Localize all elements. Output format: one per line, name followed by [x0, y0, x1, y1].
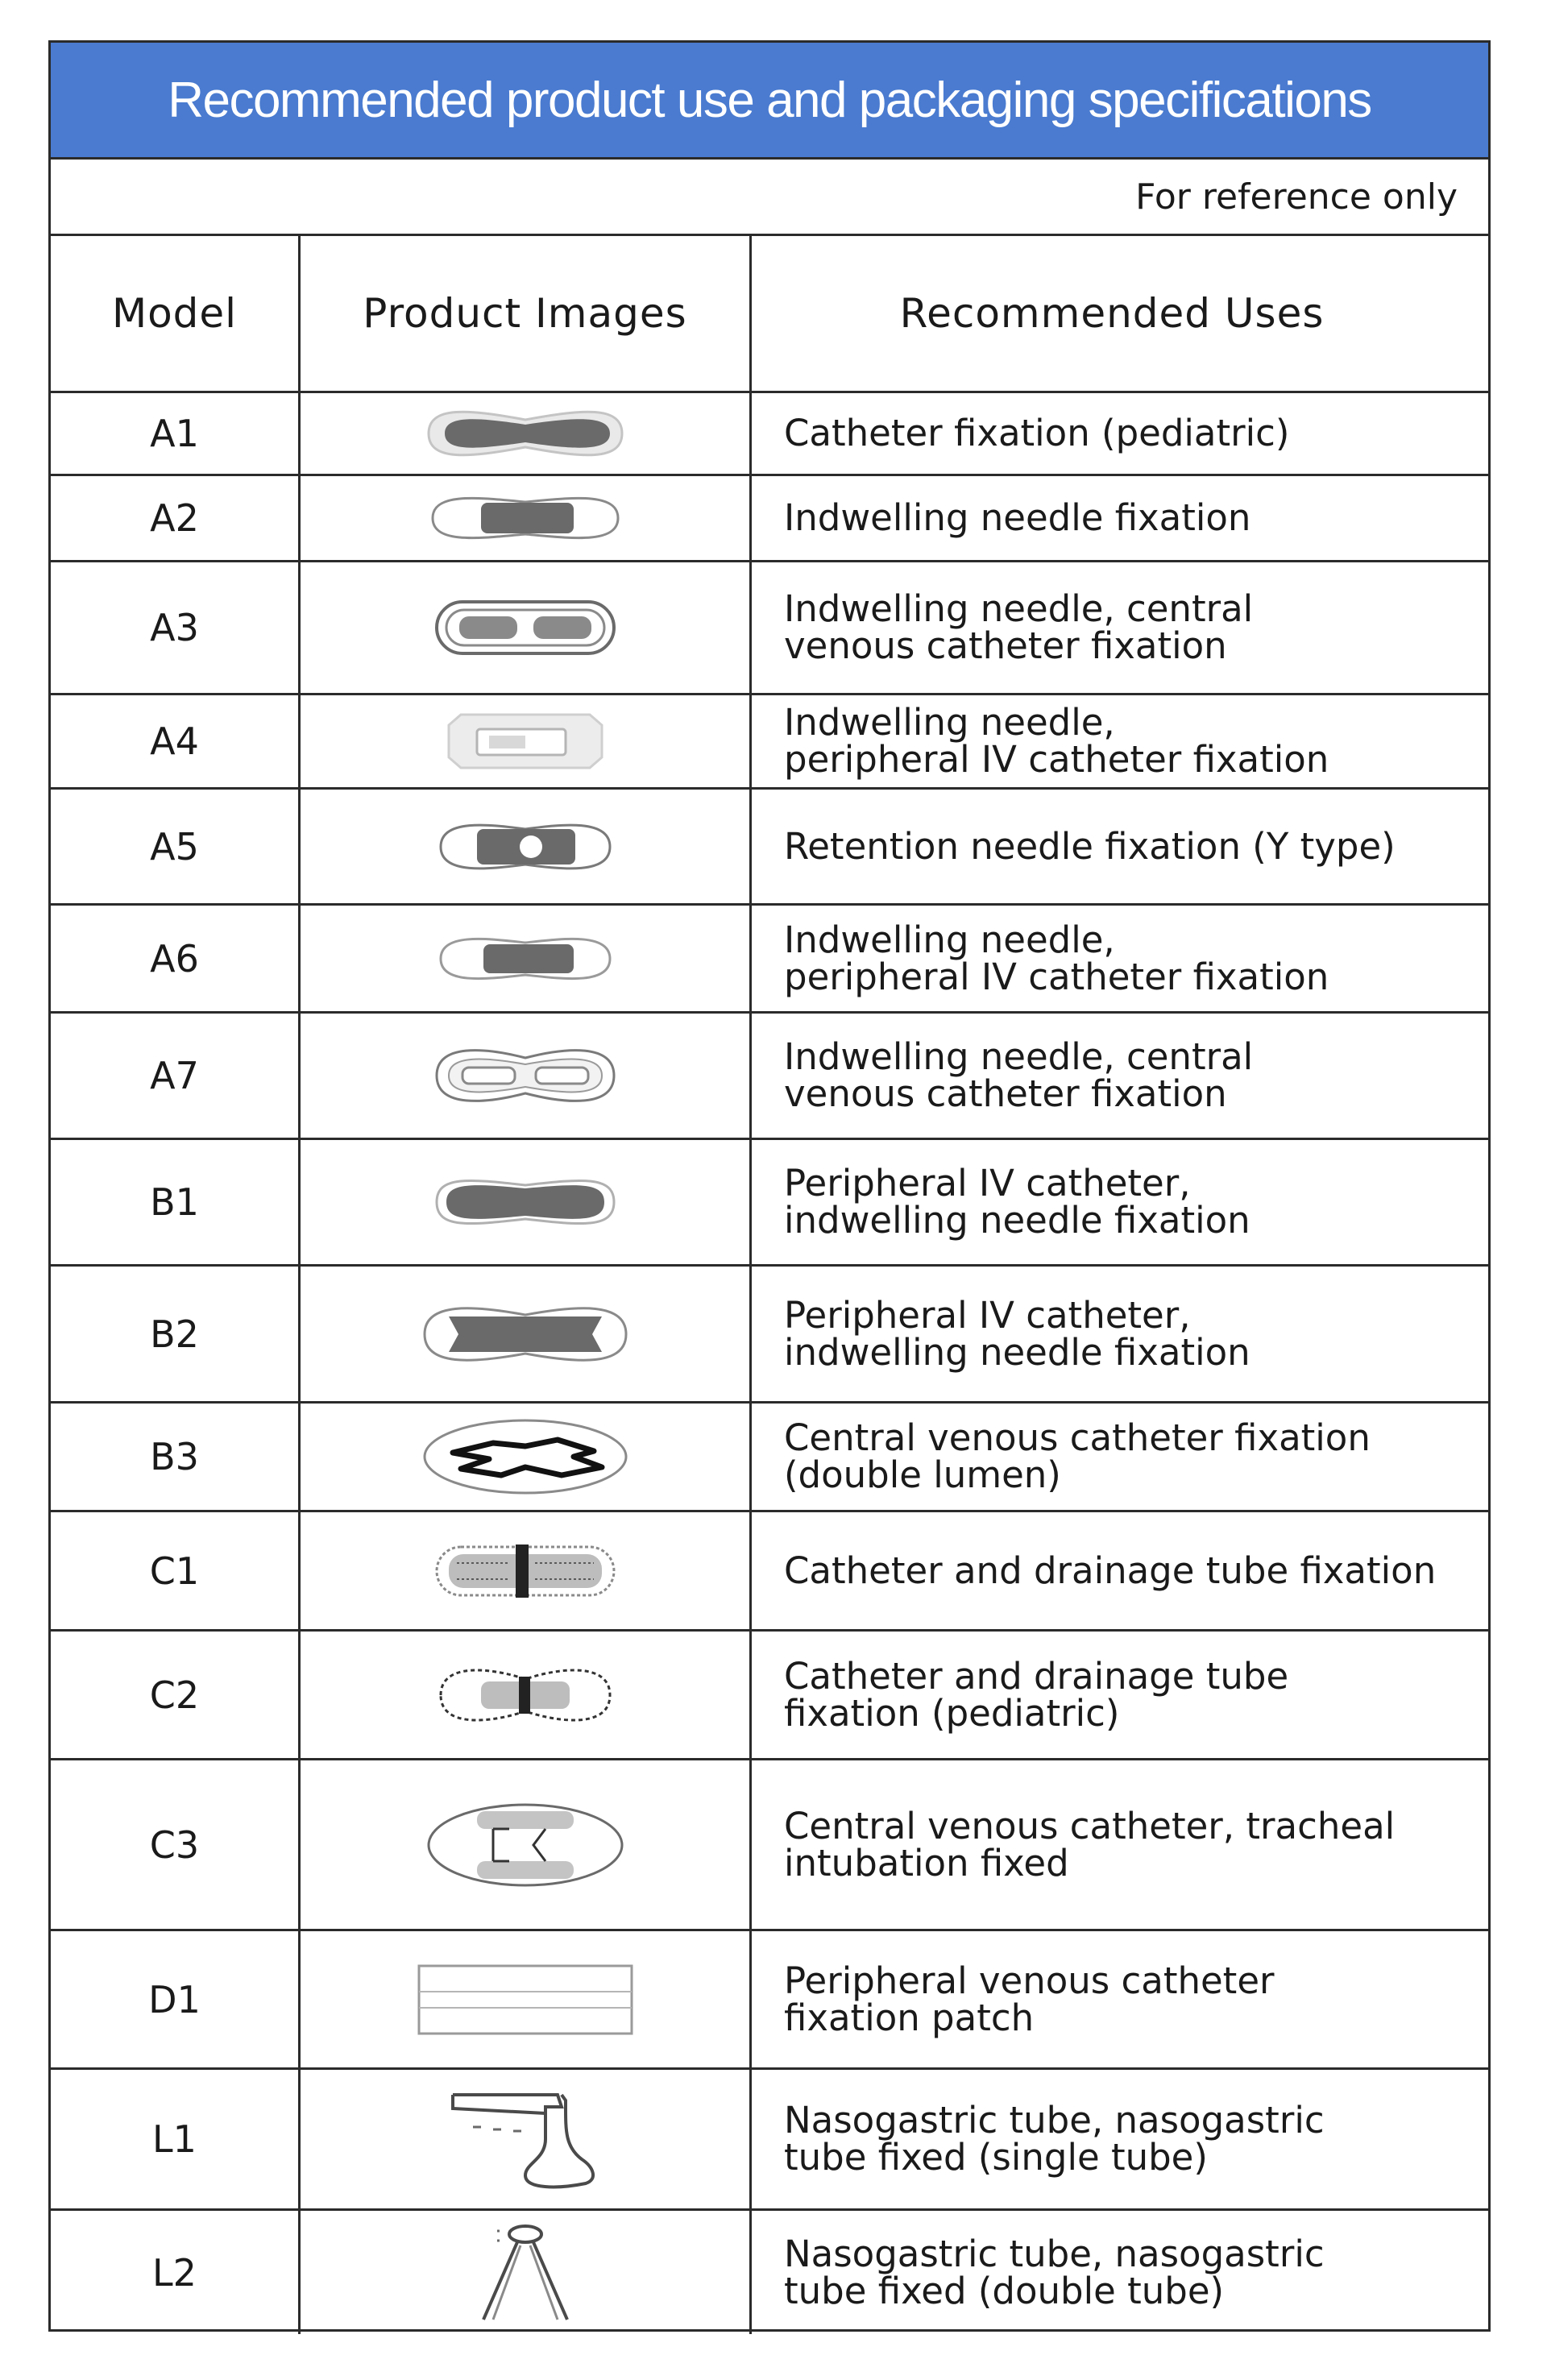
image-cell: [301, 562, 752, 693]
a4-dressing-icon: [433, 705, 618, 777]
image-cell: [301, 695, 752, 787]
table-row: [51, 1140, 1488, 1267]
table-row: [51, 476, 1488, 562]
reference-note: For reference only: [1135, 176, 1458, 218]
use-cell: Indwelling needle, central venous catheter fixation: [784, 587, 1254, 667]
model-cell: A2: [51, 476, 301, 560]
a1-dressing-icon: [404, 397, 646, 470]
d1-patch-icon: [417, 1959, 634, 2040]
image-cell: [301, 1014, 752, 1138]
image-cell: [301, 476, 752, 560]
use-cell: Peripheral IV catheter, indwelling needle fixation: [784, 1162, 1250, 1242]
l2-nasal-fixator-icon: [461, 2216, 590, 2329]
c1-dressing-icon: [421, 1535, 630, 1607]
model-cell: A6: [51, 906, 301, 1011]
model-cell: A4: [51, 695, 301, 787]
model-cell: C1: [51, 1512, 301, 1629]
model-cell: L2: [51, 2211, 301, 2334]
image-cell: [301, 1404, 752, 1510]
use-cell: Indwelling needle, peripheral IV catheter fixation: [784, 918, 1329, 998]
model-cell: L1: [51, 2070, 301, 2208]
image-cell: [301, 1632, 752, 1758]
a6-dressing-icon: [404, 923, 646, 995]
a5-dressing-icon: [404, 806, 646, 887]
page-title: Recommended product use and packaging specifications: [168, 72, 1371, 128]
image-cell: [301, 1267, 752, 1401]
use-cell: Central venous catheter fixation (double lumen): [784, 1416, 1371, 1496]
use-cell: Retention needle fixation (Y type): [784, 824, 1396, 868]
model-cell: A3: [51, 562, 301, 693]
a2-dressing-icon: [400, 482, 650, 554]
model-cell: C3: [51, 1760, 301, 1929]
c2-dressing-icon: [421, 1651, 630, 1739]
model-cell: B3: [51, 1404, 301, 1510]
use-cell: Nasogastric tube, nasogastric tube fixed (single tube): [784, 2099, 1325, 2179]
l1-nasal-fixator-icon: [437, 2083, 614, 2195]
table-row: [51, 393, 1488, 476]
a7-dressing-icon: [404, 1035, 646, 1116]
use-cell: Indwelling needle, peripheral IV catheter fixation: [784, 701, 1329, 781]
image-cell: [301, 1512, 752, 1629]
use-cell: Indwelling needle fixation: [784, 496, 1251, 539]
use-cell: Catheter and drainage tube fixation (pediatric): [784, 1654, 1289, 1735]
table-row: [51, 695, 1488, 790]
image-cell: [301, 790, 752, 903]
model-cell: C2: [51, 1632, 301, 1758]
model-cell: D1: [51, 1931, 301, 2067]
model-cell: B2: [51, 1267, 301, 1401]
table-row: [51, 1931, 1488, 2070]
b2-dressing-icon: [400, 1294, 650, 1375]
table-row: [51, 1512, 1488, 1632]
table-row: [51, 562, 1488, 695]
image-cell: [301, 1140, 752, 1264]
title-bar: [51, 43, 1488, 160]
model-cell: A5: [51, 790, 301, 903]
use-cell: Central venous catheter, tracheal intubation fixed: [784, 1804, 1396, 1885]
use-cell: Catheter and drainage tube fixation: [784, 1549, 1437, 1592]
table-row: [51, 1014, 1488, 1140]
table-row: [51, 1760, 1488, 1931]
use-cell: Peripheral IV catheter, indwelling needle fixation: [784, 1293, 1250, 1374]
table-row: [51, 1267, 1488, 1404]
header-uses: Recommended Uses: [899, 290, 1325, 337]
image-cell: [301, 906, 752, 1011]
table-row: [51, 790, 1488, 906]
use-cell: Nasogastric tube, nasogastric tube fixed (double tube): [784, 2232, 1325, 2312]
image-cell: [301, 2211, 752, 2334]
image-cell: [301, 1931, 752, 2067]
c3-dressing-icon: [413, 1789, 638, 1901]
table-header-row: [51, 236, 1488, 393]
table-row: [51, 906, 1488, 1014]
use-cell: Indwelling needle, central venous catheter fixation: [784, 1035, 1254, 1115]
a3-dressing-icon: [404, 587, 646, 668]
table-row: [51, 2211, 1488, 2334]
model-cell: A1: [51, 393, 301, 474]
table-row: [51, 2070, 1488, 2211]
table-row: [51, 1404, 1488, 1512]
model-cell: A7: [51, 1014, 301, 1138]
use-cell: Catheter fixation (pediatric): [784, 412, 1290, 454]
b3-dressing-icon: [404, 1412, 646, 1501]
image-cell: [301, 2070, 752, 2208]
table-row: [51, 1632, 1488, 1760]
use-cell: Peripheral venous catheter fixation patch: [784, 1959, 1275, 2039]
header-model: Model: [51, 236, 301, 391]
header-images: Product Images: [301, 236, 752, 391]
reference-note-row: [51, 160, 1488, 236]
image-cell: [301, 393, 752, 474]
model-cell: B1: [51, 1140, 301, 1264]
image-cell: [301, 1760, 752, 1929]
spec-sheet: [48, 40, 1491, 2332]
b1-dressing-icon: [404, 1166, 646, 1238]
